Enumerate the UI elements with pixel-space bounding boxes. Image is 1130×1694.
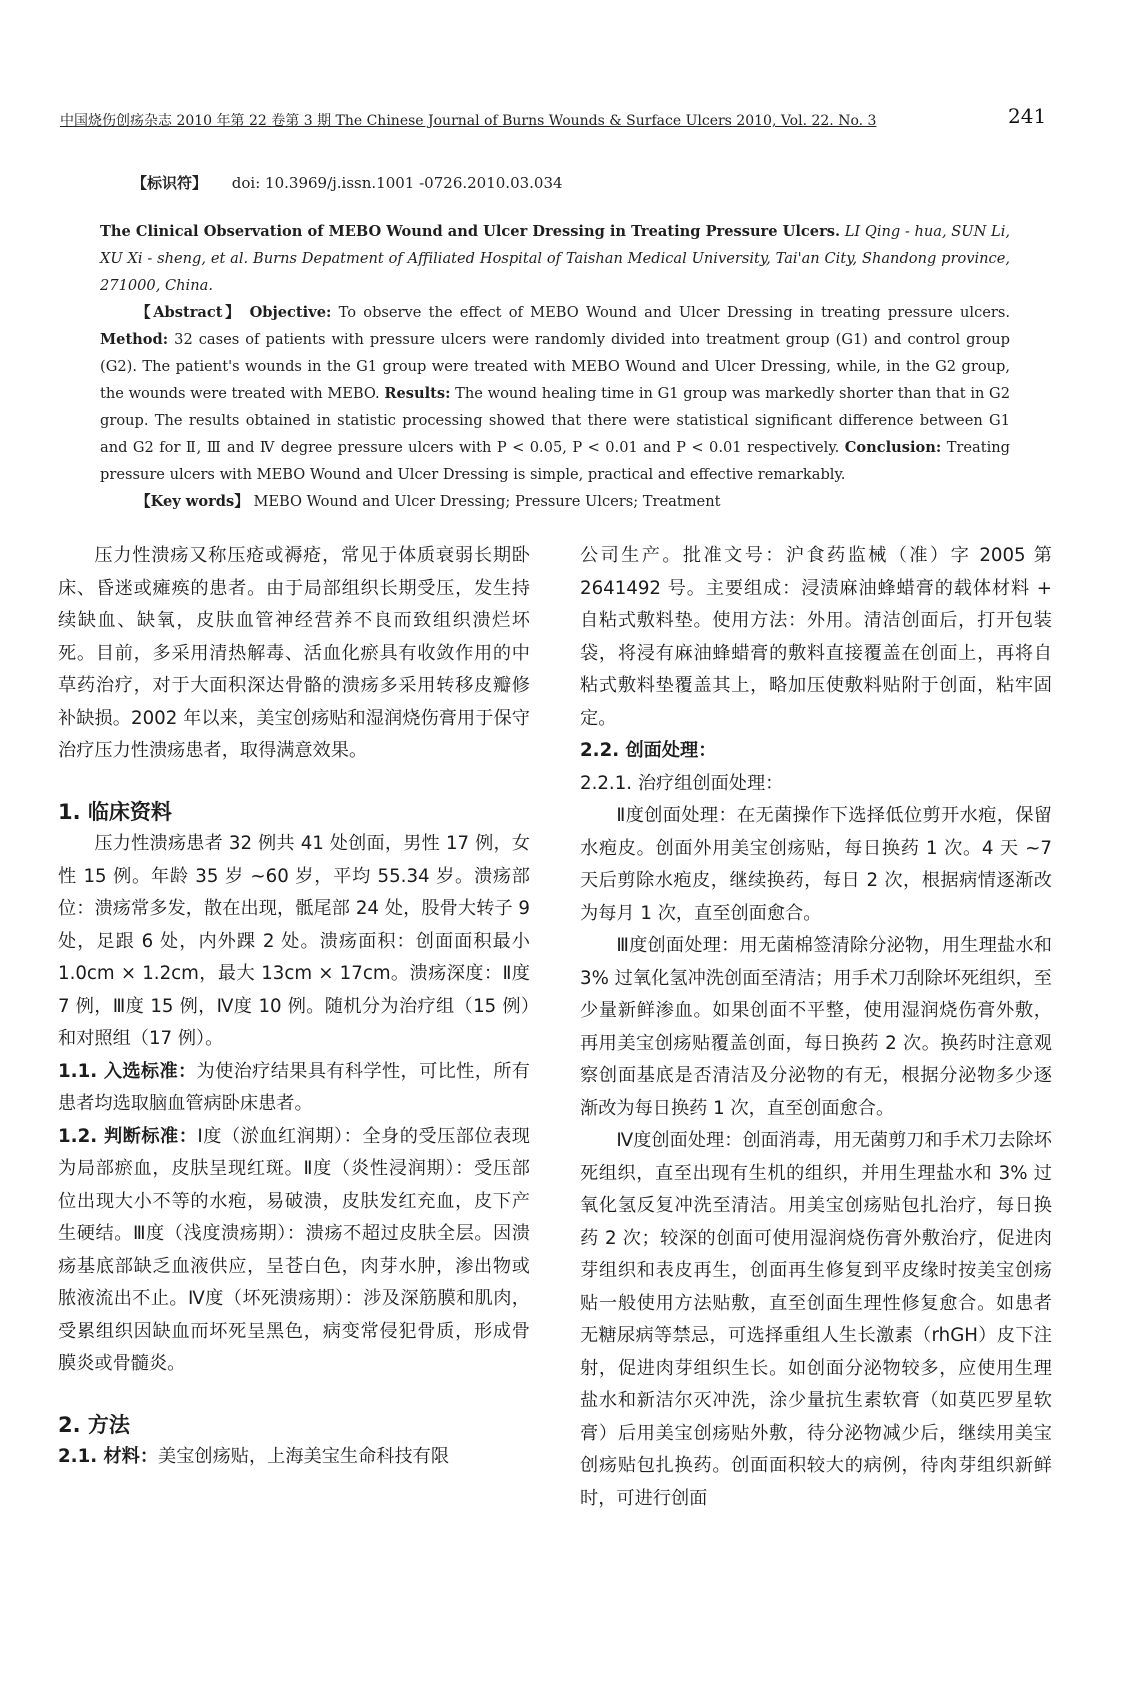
conclusion-label: Conclusion: [844, 439, 942, 456]
subsection-1-1 [58, 1056, 530, 1121]
authors-en: LI Qing - hua, SUN Li, XU Xi - sheng, et al. [100, 223, 1010, 267]
subsection-1-2-label: 1.2. 判断标准： [58, 1125, 198, 1147]
results-text: The wound healing time in G1 group was markedly shorter than that in G2 group. The results obtained in statistic processing showed that there were statistical significant difference between G1 and G2 for Ⅱ, Ⅲ and Ⅳ degree pressure ulcers with P < 0.05, P < 0.01 and P < 0.01 respectively. [100, 385, 1010, 456]
subsection-1-1-label: 1.1. 入选标准： [58, 1060, 197, 1082]
abstract-paragraph [100, 299, 1010, 488]
keywords-text: MEBO Wound and Ulcer Dressing; Pressure Ulcers; Treatment [253, 493, 721, 510]
title-line [100, 218, 1010, 299]
subsection-2-2-heading: 2.2. 创面处理： [580, 740, 717, 761]
subsection-1-1-text: 为使治疗结果具有科学性，可比性，所有患者均选取脑血管病卧床患者。 [58, 1060, 530, 1114]
subsection-2-2-1-heading: 2.2.1. 治疗组创面处理： [580, 772, 784, 794]
identifier-label: 【标识符】 [132, 174, 208, 192]
section-2-heading: 2. 方法 [58, 1412, 130, 1437]
conclusion-text: Treating pressure ulcers with MEBO Wound and Ulcer Dressing is simple, practical and effective remarkably. [100, 439, 1011, 483]
identifier-line [132, 172, 563, 193]
affiliation-en: Burns Depatment of Affiliated Hospital of Taishan Medical University, Tai'an City, Shandong province, 271000, China. [100, 250, 1011, 294]
running-head [60, 110, 1060, 130]
section-1-heading: 1. 临床资料 [58, 799, 172, 824]
objective-text: To observe the effect of MEBO Wound and Ulcer Dressing in treating pressure ulcers. [338, 304, 1011, 321]
section-1-paragraph: 压力性溃疡患者 32 例共 41 处创面，男性 17 例，女性 15 例。年龄 35 岁 ~60 岁，平均 55.34 岁。溃疡部位：溃疡常多发，散在出现，骶尾部 24 处，股骨大转子 9 处，足跟 6 处，内外踝 2 处。溃疡面积：创面面积最小 1.0cm × 1.2cm，最大 13cm × 17cm。溃疡深度：Ⅱ度 7 例，Ⅲ度 15 例，Ⅳ度 10 例。随机分为治疗组（15 例）和对照组（17 例）。 [58, 833, 530, 1049]
method-text: 32 cases of patients with pressure ulcers were randomly divided into treatment group (G1) and control group (G2). The patient's wounds in the G1 group were treated with MEBO Wound and Ulcer Dressing, while, in the G2 group, the wounds were treated with MEBO. [100, 331, 1010, 402]
english-abstract [100, 218, 1010, 515]
right-column [580, 540, 1052, 1515]
running-head-text: 中国烧伤创疡杂志 2010 年第 22 卷第 3 期 The Chinese Journal of Burns Wounds & Surface Ulcers 2010, Vol. 22. No. 3 [60, 113, 877, 129]
intro-paragraph: 压力性溃疡又称压疮或褥疮，常见于体质衰弱长期卧床、昏迷或瘫痪的患者。由于局部组织长期受压，发生持续缺血、缺氧，皮肤血管神经营养不良而致组织溃烂坏死。目前，多采用清热解毒、活血化瘀具有收敛作用的中草药治疗，对于大面积深达骨骼的溃疡多采用转移皮瓣修补缺损。2002 年以来，美宝创疡贴和湿润烧伤膏用于保守治疗压力性溃疡患者，取得满意效果。 [58, 545, 530, 761]
objective-label: Objective: [249, 304, 332, 321]
subsection-2-1-label: 2.1. 材料： [58, 1446, 159, 1467]
abstract-label: 【Abstract】 [136, 304, 243, 321]
subsection-2-1 [58, 1441, 530, 1474]
keywords-line [100, 488, 1010, 515]
article-title-en: The Clinical Observation of MEBO Wound and Ulcer Dressing in Treating Pressure Ulcers. [100, 223, 841, 240]
method-label: Method: [100, 331, 169, 348]
keywords-label: 【Key words】 [136, 493, 249, 510]
degree-4-paragraph: Ⅳ度创面处理：创面消毒，用无菌剪刀和手术刀去除坏死组织，直至出现有生机的组织，并用生理盐水和 3% 过氧化氢反复冲洗至清洁。用美宝创疡贴包扎治疗，每日换药 2 次；较深的创面可使用湿润烧伤膏外敷治疗，促进肉芽组织和表皮再生，创面再生修复到平皮缘时按美宝创疡贴一般使用方法贴敷，直至创面生理性修复愈合。如患者无糖尿病等禁忌，可选择重组人生长激素（rhGH）皮下注射，促进肉芽组织生长。如创面分泌物较多，应使用生理盐水和新洁尔灭冲洗，涂少量抗生素软膏（如莫匹罗星软膏）后用美宝创疡贴外敷，待分泌物减少后，继续用美宝创疡贴包扎换药。创面面积较大的病例，待肉芽组织新鲜时，可进行创面 [580, 1130, 1052, 1509]
subsection-1-2 [58, 1121, 530, 1381]
subsection-2-1-text: 美宝创疡贴，上海美宝生命科技有限 [158, 1446, 450, 1467]
doi-text: doi: 10.3969/j.issn.1001 -0726.2010.03.034 [231, 174, 563, 192]
left-column [58, 540, 530, 1474]
degree-2-paragraph: Ⅱ度创面处理：在无菌操作下选择低位剪开水疱，保留水疱皮。创面外用美宝创疡贴，每日换药 1 次。4 天 ~7 天后剪除水疱皮，继续换药，每日 2 次，根据病情逐渐改为每月 1 次，直至创面愈合。 [580, 805, 1052, 924]
results-label: Results: [384, 385, 451, 402]
continued-paragraph: 公司生产。批准文号：沪食药监械（准）字 2005 第 2641492 号。主要组成：浸渍麻油蜂蜡膏的载体材料 + 自粘式敷料垫。使用方法：外用。清洁创面后，打开包装袋，将浸有麻油蜂蜡膏的敷料直接覆盖在创面上，再将自粘式敷料垫覆盖其上，略加压使敷料贴附于创面，粘牢固定。 [580, 545, 1052, 729]
subsection-1-2-text: Ⅰ度（淤血红润期）：全身的受压部位表现为局部瘀血，皮肤呈现红斑。Ⅱ度（炎性浸润期）：受压部位出现大小不等的水疱，易破溃，皮肤发红充血，皮下产生硬结。Ⅲ度（浅度溃疡期）：溃疡不超过皮肤全层。因溃疡基底部缺乏血液供应，呈苍白色，肉芽水肿，渗出物或脓液流出不止。Ⅳ度（坏死溃疡期）：涉及深筋膜和肌肉，受累组织因缺血而坏死呈黑色，病变常侵犯骨质，形成骨膜炎或骨髓炎。 [58, 1125, 530, 1374]
page-number: 241 [1008, 104, 1047, 128]
degree-3-paragraph: Ⅲ度创面处理：用无菌棉签清除分泌物，用生理盐水和 3% 过氧化氢冲洗创面至清洁；用手术刀刮除坏死组织，至少量新鲜渗血。如果创面不平整，使用湿润烧伤膏外敷，再用美宝创疡贴覆盖创面，每日换药 2 次。换药时注意观察创面基底是否清洁及分泌物的有无，根据分泌物多少逐渐改为每日换药 1 次，直至创面愈合。 [580, 935, 1052, 1119]
